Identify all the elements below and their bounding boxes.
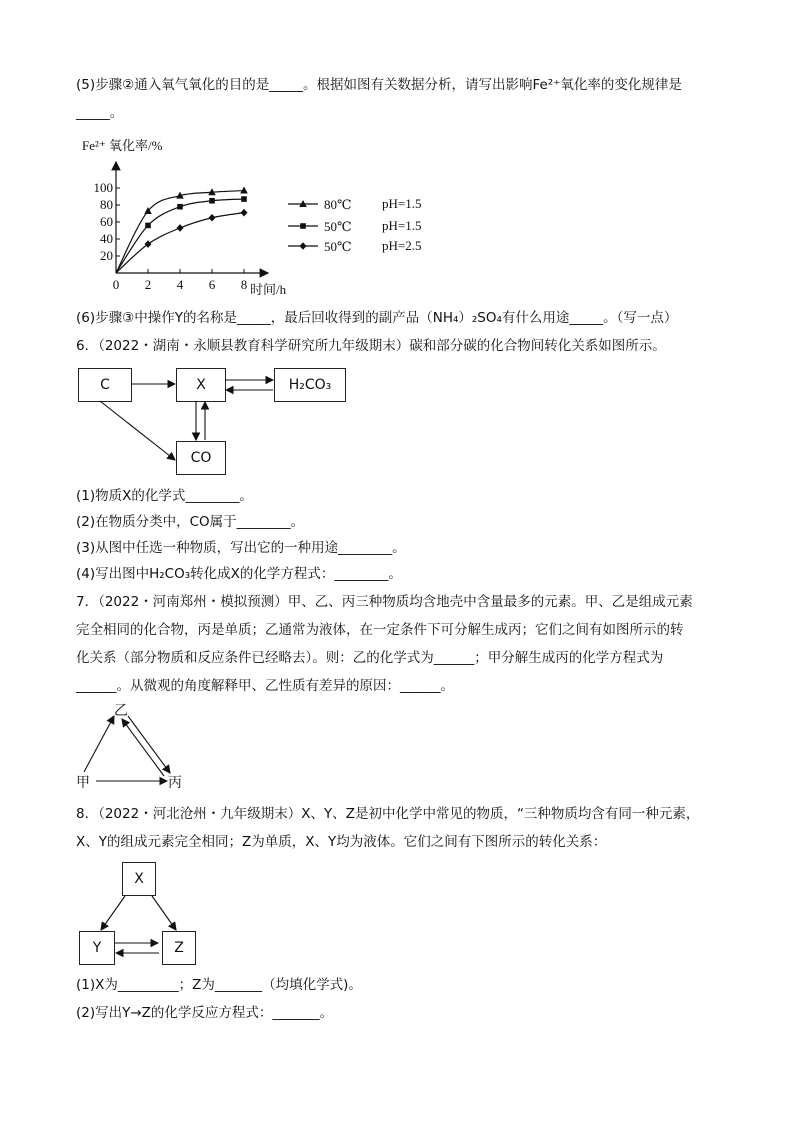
arrow-yi-to-bing [128, 716, 170, 773]
series-line [116, 191, 244, 273]
data-point [241, 209, 248, 217]
legend-entry-2 [288, 238, 421, 254]
node-bing: 丙 [168, 775, 182, 791]
q5-line-2: _____。 [76, 105, 124, 121]
data-point [241, 196, 247, 202]
y-axis-label: Fe²⁺ 氧化率/% [82, 138, 163, 153]
x-tick-label: 6 [208, 277, 216, 292]
arrow-x-to-y [101, 896, 125, 930]
data-point [209, 198, 215, 204]
p6-question-2: (2)在物质分类中，CO属于________。 [76, 514, 305, 530]
arrow-jia-to-yi [84, 716, 114, 772]
problem-8-line-1: 8．（2022・河北沧州・九年级期末）X、Y、Z是初中化学中常见的物质，“三种物质均含有同一种元素， [76, 806, 700, 822]
y-tick-label: 60 [100, 214, 113, 229]
q5-line-1: (5)步骤②通入氧气氧化的目的是_____。根据如图有关数据分析，请写出影响Fe²⁺氧化率的变化规律是 [76, 77, 682, 93]
y-tick-label: 80 [100, 197, 113, 212]
legend-temperature: 80℃ [324, 197, 352, 212]
data-point [145, 223, 151, 229]
node-yi: 乙 [114, 703, 128, 719]
problem-7-line-2: 完全相同的化合物，丙是单质；乙通常为液体，在一定条件下可分解生成丙；它们之间有如图所示的转 [76, 622, 684, 638]
node-jia: 甲 [76, 775, 90, 791]
problem-7-line-3: 化关系（部分物质和反应条件已经略去）。则：乙的化学式为______；甲分解生成丙的化学方程式为 [76, 650, 664, 666]
series-1 [116, 196, 247, 273]
problem-7-line-4: ______。从微观的角度解释甲、乙性质有差异的原因：______。 [76, 678, 454, 694]
x-tick-label: 2 [144, 277, 152, 292]
legend-ph: pH=2.5 [382, 238, 422, 253]
x-tick-label: 8 [240, 277, 248, 292]
node-c [78, 368, 132, 402]
p8-question-2: (2)写出Y→Z的化学反应方程式：_______。 [76, 1005, 334, 1021]
node-co [176, 441, 226, 475]
node-x-label: X [196, 377, 206, 393]
node-co-label: CO [190, 450, 212, 466]
data-point [300, 223, 306, 229]
legend-entry-1 [288, 218, 421, 234]
node-8-z-label: Z [174, 940, 184, 956]
arrow-c-to-co [100, 401, 175, 460]
node-8-y [79, 931, 115, 965]
node-x [176, 368, 226, 402]
legend-temperature: 50℃ [324, 239, 352, 254]
data-point [300, 242, 307, 250]
y-tick-label: 100 [93, 180, 113, 195]
legend-entry-0 [288, 196, 421, 212]
x-axis-label: 时间/h [250, 282, 287, 297]
p6-question-3: (3)从图中任选一种物质，写出它的一种用途________。 [76, 540, 406, 556]
node-8-x [122, 862, 156, 896]
node-8-z [162, 931, 196, 965]
node-h2co3-label: H₂CO₃ [288, 377, 332, 393]
data-point [209, 214, 216, 222]
data-point [145, 240, 152, 248]
legend-ph: pH=1.5 [382, 196, 422, 211]
arrow-x-to-z [152, 896, 176, 930]
node-8-x-label: X [134, 871, 144, 887]
problem-7-line-1: 7．（2022・河南郑州・模拟预测）甲、乙、丙三种物质均含地壳中含量最多的元素。甲、乙是组成元素 [76, 594, 693, 610]
node-8-y-label: Y [92, 940, 102, 956]
y-tick-label: 20 [100, 248, 113, 263]
data-point [177, 224, 184, 232]
q6-operation-line: (6)步骤③中操作Y的名称是_____，最后回收得到的副产品（NH₄）₂SO₄有什么用途_____。（写一点） [76, 310, 678, 326]
problem-8-line-2: X、Y的组成元素完全相同；Z为单质，X、Y均为液体。它们之间有下图所示的转化关系： [76, 834, 607, 850]
y-tick-label: 40 [100, 231, 113, 246]
data-point [177, 204, 183, 210]
problem-6-title: 6．（2022・湖南・永顺县教育科学研究所九年级期末）碳和部分碳的化合物间转化关系如图所示。 [76, 338, 666, 354]
data-point [240, 187, 248, 194]
node-c-label: C [100, 377, 110, 393]
legend-ph: pH=1.5 [382, 218, 422, 233]
x-tick-label: 0 [112, 277, 120, 292]
p6-question-4: (4)写出图中H₂CO₃转化成X的化学方程式：________。 [76, 566, 402, 582]
legend-temperature: 50℃ [324, 219, 352, 234]
fe-oxidation-chart [76, 128, 476, 303]
arrow-bing-to-yi [122, 719, 164, 776]
x-tick-label: 4 [176, 277, 184, 292]
series-line [116, 199, 244, 273]
node-h2co3 [274, 368, 346, 402]
p6-question-1: (1)物质X的化学式________。 [76, 488, 253, 504]
p8-question-1: (1)X为_________；Z为_______（均填化学式)。 [76, 977, 362, 993]
